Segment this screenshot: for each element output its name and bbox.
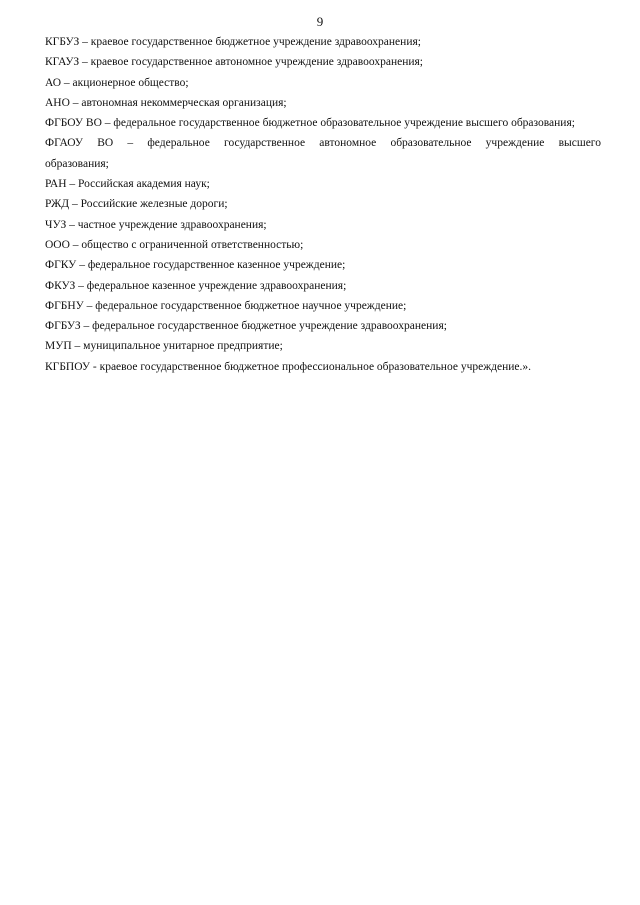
abbreviation-item-ran: РАН – Российская академия наук; [45, 178, 210, 191]
abbreviation-item-kgauz: КГАУЗ – краевое государственное автономное учреждение здравоохранения; [45, 56, 424, 69]
abbreviation-item-fgbnu: ФГБНУ – федеральное государственное бюджетное научное учреждение; [45, 299, 407, 312]
abbreviation-item-ano: АНО – автономная некоммерческая организация; [45, 96, 287, 109]
page-number: 9 [316, 14, 324, 29]
abbreviation-item-kgbuz: КГБУЗ – краевое государственное бюджетное учреждение здравоохранения; [45, 36, 421, 48]
abbreviation-item-fgku: ФГКУ – федеральное государственное казенное учреждение; [45, 259, 346, 272]
abbreviation-item-mup: МУП – муниципальное унитарное предприятие; [45, 340, 283, 353]
abbreviation-item-ooo: ООО – общество с ограниченной ответственностью; [45, 238, 304, 251]
abbreviation-item-fgbou-vo: ФГБОУ ВО – федеральное государственное бюджетное образовательное учреждение высшего образования; [45, 117, 575, 130]
abbreviation-list [45, 32, 601, 377]
abbreviation-item-fgaou-vo: ФГАОУ ВО – федеральное государственное автономное образовательное учреждение высшего образования; [45, 137, 601, 170]
abbreviation-item-ao: АО – акционерное общество; [45, 76, 189, 89]
abbreviation-item-fgbuz: ФГБУЗ – федеральное государственное бюджетное учреждение здравоохранения; [45, 320, 447, 333]
abbreviation-item-rzhd: РЖД – Российские железные дороги; [45, 198, 228, 211]
abbreviation-item-kgbpou: КГБПОУ - краевое государственное бюджетное профессиональное образовательное учреждение.». [45, 360, 532, 373]
abbreviation-item-fkuz: ФКУЗ – федеральное казенное учреждение здравоохранения; [45, 279, 347, 292]
abbreviation-item-chuz: ЧУЗ – частное учреждение здравоохранения; [45, 218, 267, 231]
